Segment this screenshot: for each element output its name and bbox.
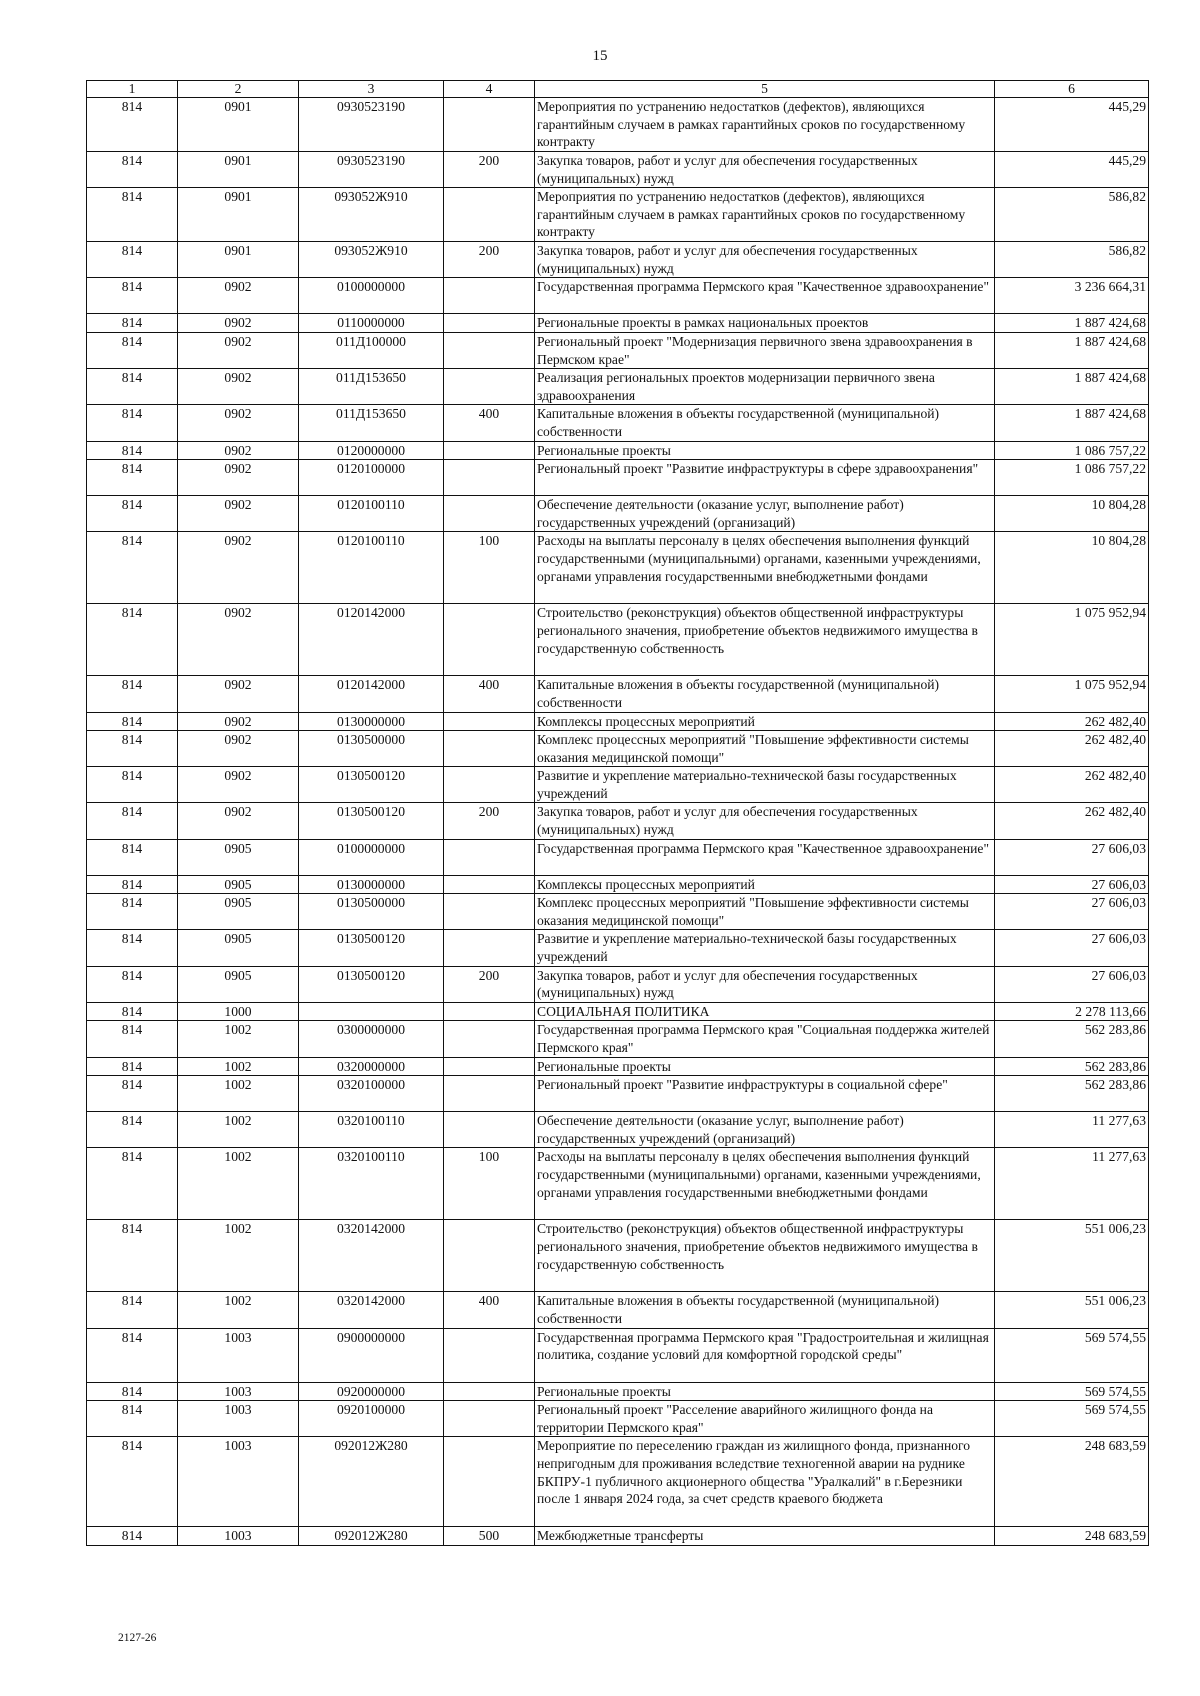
cell-amount: 27 606,03 <box>995 839 1149 875</box>
table-row <box>87 1148 1149 1220</box>
cell-description: Комплексы процессных мероприятий <box>535 875 995 894</box>
cell-target-article: 0320142000 <box>299 1292 444 1328</box>
cell-target-article: 0120100110 <box>299 496 444 532</box>
cell-chapter-code: 814 <box>87 152 178 188</box>
cell-target-article: 0100000000 <box>299 278 444 314</box>
cell-description: Государственная программа Пермского края "Социальная поддержка жителей Пермского края" <box>535 1021 995 1057</box>
cell-description: Межбюджетные трансферты <box>535 1527 995 1546</box>
cell-amount: 10 804,28 <box>995 532 1149 604</box>
cell-chapter-code: 814 <box>87 676 178 712</box>
cell-target-article: 0130500000 <box>299 731 444 767</box>
cell-target-article: 0930523190 <box>299 98 444 152</box>
cell-amount: 3 236 664,31 <box>995 278 1149 314</box>
cell-target-article <box>299 1002 444 1021</box>
column-header-2: 2 <box>178 81 299 98</box>
cell-chapter-code: 814 <box>87 98 178 152</box>
table-row <box>87 875 1149 894</box>
budget-table <box>86 80 1149 1546</box>
cell-target-article: 0130000000 <box>299 712 444 731</box>
cell-amount: 586,82 <box>995 188 1149 242</box>
cell-section-code: 1000 <box>178 1002 299 1021</box>
cell-chapter-code: 814 <box>87 803 178 839</box>
cell-target-article: 0120100110 <box>299 532 444 604</box>
table-row <box>87 98 1149 152</box>
cell-section-code: 0905 <box>178 839 299 875</box>
cell-amount: 248 683,59 <box>995 1527 1149 1546</box>
table-row <box>87 604 1149 676</box>
page-number: 15 <box>592 48 608 64</box>
cell-section-code: 1002 <box>178 1057 299 1076</box>
cell-expense-type <box>444 894 535 930</box>
cell-amount: 1 887 424,68 <box>995 314 1149 333</box>
cell-amount: 1 887 424,68 <box>995 369 1149 405</box>
table-row <box>87 441 1149 460</box>
cell-expense-type <box>444 839 535 875</box>
cell-target-article: 011Д153650 <box>299 369 444 405</box>
cell-description: СОЦИАЛЬНАЯ ПОЛИТИКА <box>535 1002 995 1021</box>
cell-description: Комплекс процессных мероприятий "Повышение эффективности системы оказания медицинской помощи" <box>535 731 995 767</box>
table-row <box>87 803 1149 839</box>
cell-section-code: 0902 <box>178 532 299 604</box>
table-row <box>87 460 1149 496</box>
table-row <box>87 242 1149 278</box>
table-row <box>87 1021 1149 1057</box>
cell-amount: 1 086 757,22 <box>995 441 1149 460</box>
cell-expense-type <box>444 1401 535 1437</box>
cell-description: Государственная программа Пермского края "Качественное здравоохранение" <box>535 278 995 314</box>
cell-description: Мероприятия по устранению недостатков (дефектов), являющихся гарантийным случаем в рамках гарантийных сроков по государственному контракту <box>535 188 995 242</box>
cell-section-code: 1002 <box>178 1076 299 1112</box>
cell-expense-type <box>444 332 535 368</box>
cell-section-code: 0902 <box>178 460 299 496</box>
column-header-6: 6 <box>995 81 1149 98</box>
cell-section-code: 0901 <box>178 152 299 188</box>
cell-expense-type <box>444 875 535 894</box>
cell-section-code: 0902 <box>178 676 299 712</box>
table-row <box>87 1292 1149 1328</box>
cell-section-code: 0905 <box>178 930 299 966</box>
cell-amount: 586,82 <box>995 242 1149 278</box>
cell-section-code: 0902 <box>178 441 299 460</box>
cell-target-article: 0300000000 <box>299 1021 444 1057</box>
cell-amount: 262 482,40 <box>995 767 1149 803</box>
cell-expense-type: 100 <box>444 532 535 604</box>
document-code: 2127-26 <box>118 1632 157 1644</box>
cell-amount: 1 075 952,94 <box>995 676 1149 712</box>
cell-chapter-code: 814 <box>87 731 178 767</box>
cell-expense-type: 500 <box>444 1527 535 1546</box>
cell-amount: 1 086 757,22 <box>995 460 1149 496</box>
cell-expense-type <box>444 1328 535 1382</box>
cell-description: Закупка товаров, работ и услуг для обеспечения государственных (муниципальных) нужд <box>535 242 995 278</box>
cell-amount: 445,29 <box>995 152 1149 188</box>
cell-expense-type <box>444 460 535 496</box>
cell-amount: 262 482,40 <box>995 803 1149 839</box>
cell-description: Реализация региональных проектов модернизации первичного звена здравоохранения <box>535 369 995 405</box>
cell-target-article: 0120142000 <box>299 604 444 676</box>
cell-expense-type <box>444 731 535 767</box>
cell-amount: 262 482,40 <box>995 712 1149 731</box>
cell-description: Региональный проект "Развитие инфраструктуры в сфере здравоохранения" <box>535 460 995 496</box>
column-header-4: 4 <box>444 81 535 98</box>
table-row <box>87 314 1149 333</box>
cell-expense-type <box>444 712 535 731</box>
cell-description: Региональный проект "Расселение аварийного жилищного фонда на территории Пермского края" <box>535 1401 995 1437</box>
cell-section-code: 1002 <box>178 1021 299 1057</box>
table-row <box>87 767 1149 803</box>
cell-target-article: 011Д153650 <box>299 405 444 441</box>
cell-target-article: 092012Ж280 <box>299 1437 444 1527</box>
cell-expense-type: 200 <box>444 242 535 278</box>
table-row <box>87 731 1149 767</box>
cell-target-article: 0130500000 <box>299 894 444 930</box>
cell-target-article: 0900000000 <box>299 1328 444 1382</box>
cell-expense-type <box>444 1437 535 1527</box>
cell-section-code: 0905 <box>178 875 299 894</box>
cell-description: Мероприятия по устранению недостатков (дефектов), являющихся гарантийным случаем в рамках гарантийных сроков по государственному контракту <box>535 98 995 152</box>
cell-chapter-code: 814 <box>87 839 178 875</box>
cell-chapter-code: 814 <box>87 188 178 242</box>
table-row <box>87 930 1149 966</box>
table-row <box>87 152 1149 188</box>
cell-expense-type <box>444 369 535 405</box>
cell-amount: 569 574,55 <box>995 1401 1149 1437</box>
cell-description: Региональный проект "Развитие инфраструктуры в социальной сфере" <box>535 1076 995 1112</box>
cell-chapter-code: 814 <box>87 1076 178 1112</box>
cell-amount: 27 606,03 <box>995 966 1149 1002</box>
cell-amount: 551 006,23 <box>995 1220 1149 1292</box>
cell-section-code: 0901 <box>178 242 299 278</box>
table-row <box>87 1220 1149 1292</box>
cell-expense-type <box>444 1057 535 1076</box>
cell-expense-type <box>444 767 535 803</box>
table-row <box>87 1057 1149 1076</box>
table-row <box>87 278 1149 314</box>
cell-amount: 2 278 113,66 <box>995 1002 1149 1021</box>
cell-amount: 27 606,03 <box>995 930 1149 966</box>
cell-target-article: 0120000000 <box>299 441 444 460</box>
cell-description: Развитие и укрепление материально-технической базы государственных учреждений <box>535 930 995 966</box>
cell-amount: 562 283,86 <box>995 1057 1149 1076</box>
cell-description: Расходы на выплаты персоналу в целях обеспечения выполнения функций государственными (муниципальными) органами, казенными учреждениями, органами управления государственными внебюджетными фондами <box>535 532 995 604</box>
column-header-1: 1 <box>87 81 178 98</box>
cell-target-article: 0320100110 <box>299 1148 444 1220</box>
cell-description: Региональные проекты <box>535 441 995 460</box>
cell-amount: 1 075 952,94 <box>995 604 1149 676</box>
cell-chapter-code: 814 <box>87 894 178 930</box>
cell-expense-type <box>444 1382 535 1401</box>
cell-section-code: 1003 <box>178 1437 299 1527</box>
cell-expense-type <box>444 496 535 532</box>
cell-amount: 27 606,03 <box>995 894 1149 930</box>
table-row <box>87 188 1149 242</box>
cell-section-code: 1003 <box>178 1401 299 1437</box>
table-row <box>87 676 1149 712</box>
cell-target-article: 0120142000 <box>299 676 444 712</box>
cell-expense-type: 200 <box>444 966 535 1002</box>
cell-description: Капитальные вложения в объекты государственной (муниципальной) собственности <box>535 1292 995 1328</box>
cell-section-code: 0902 <box>178 496 299 532</box>
cell-section-code: 0905 <box>178 966 299 1002</box>
cell-expense-type <box>444 604 535 676</box>
cell-expense-type <box>444 278 535 314</box>
cell-amount: 27 606,03 <box>995 875 1149 894</box>
cell-section-code: 0905 <box>178 894 299 930</box>
cell-description: Закупка товаров, работ и услуг для обеспечения государственных (муниципальных) нужд <box>535 966 995 1002</box>
cell-chapter-code: 814 <box>87 1021 178 1057</box>
cell-chapter-code: 814 <box>87 966 178 1002</box>
cell-chapter-code: 814 <box>87 1292 178 1328</box>
cell-chapter-code: 814 <box>87 1401 178 1437</box>
cell-description: Мероприятие по переселению граждан из жилищного фонда, признанного непригодным для проживания вследствие техногенной аварии на руднике БКПРУ-1 публичного акционерного общества "Уралкалий" в г.Березники после 1 января 2024 года, за счет средств краевого бюджета <box>535 1437 995 1527</box>
cell-target-article: 0100000000 <box>299 839 444 875</box>
table-row <box>87 712 1149 731</box>
table-row <box>87 966 1149 1002</box>
table-row <box>87 1382 1149 1401</box>
cell-chapter-code: 814 <box>87 875 178 894</box>
cell-amount: 1 887 424,68 <box>995 332 1149 368</box>
cell-chapter-code: 814 <box>87 930 178 966</box>
cell-amount: 11 277,63 <box>995 1112 1149 1148</box>
cell-target-article: 0130500120 <box>299 767 444 803</box>
cell-chapter-code: 814 <box>87 767 178 803</box>
cell-target-article: 0110000000 <box>299 314 444 333</box>
table-row <box>87 1527 1149 1546</box>
cell-expense-type <box>444 188 535 242</box>
cell-description: Развитие и укрепление материально-технической базы государственных учреждений <box>535 767 995 803</box>
cell-amount: 569 574,55 <box>995 1382 1149 1401</box>
cell-chapter-code: 814 <box>87 712 178 731</box>
cell-expense-type: 400 <box>444 676 535 712</box>
cell-target-article: 0320000000 <box>299 1057 444 1076</box>
cell-expense-type: 400 <box>444 405 535 441</box>
cell-chapter-code: 814 <box>87 1328 178 1382</box>
table-body <box>87 98 1149 1546</box>
cell-description: Обеспечение деятельности (оказание услуг, выполнение работ) государственных учреждений (организаций) <box>535 496 995 532</box>
cell-expense-type <box>444 98 535 152</box>
cell-section-code: 0902 <box>178 369 299 405</box>
table-row <box>87 1328 1149 1382</box>
cell-section-code: 0902 <box>178 712 299 731</box>
cell-expense-type <box>444 930 535 966</box>
cell-expense-type <box>444 1002 535 1021</box>
cell-expense-type <box>444 314 535 333</box>
cell-chapter-code: 814 <box>87 314 178 333</box>
cell-target-article: 093052Ж910 <box>299 188 444 242</box>
cell-target-article: 0920100000 <box>299 1401 444 1437</box>
cell-section-code: 1003 <box>178 1382 299 1401</box>
cell-amount: 11 277,63 <box>995 1148 1149 1220</box>
cell-chapter-code: 814 <box>87 441 178 460</box>
cell-target-article: 0120100000 <box>299 460 444 496</box>
cell-section-code: 0902 <box>178 731 299 767</box>
cell-section-code: 1003 <box>178 1527 299 1546</box>
cell-section-code: 0902 <box>178 803 299 839</box>
cell-target-article: 0130500120 <box>299 966 444 1002</box>
cell-target-article: 0920000000 <box>299 1382 444 1401</box>
cell-chapter-code: 814 <box>87 1220 178 1292</box>
cell-target-article: 0130500120 <box>299 930 444 966</box>
column-header-3: 3 <box>299 81 444 98</box>
cell-target-article: 0130000000 <box>299 875 444 894</box>
cell-expense-type <box>444 1021 535 1057</box>
cell-description: Комплексы процессных мероприятий <box>535 712 995 731</box>
cell-chapter-code: 814 <box>87 1057 178 1076</box>
cell-description: Расходы на выплаты персоналу в целях обеспечения выполнения функций государственными (муниципальными) органами, казенными учреждениями, органами управления государственными внебюджетными фондами <box>535 1148 995 1220</box>
cell-section-code: 0902 <box>178 314 299 333</box>
cell-description: Капитальные вложения в объекты государственной (муниципальной) собственности <box>535 676 995 712</box>
cell-expense-type <box>444 441 535 460</box>
cell-amount: 551 006,23 <box>995 1292 1149 1328</box>
cell-chapter-code: 814 <box>87 369 178 405</box>
table-row <box>87 1076 1149 1112</box>
table-row <box>87 839 1149 875</box>
table-row <box>87 405 1149 441</box>
cell-section-code: 0902 <box>178 405 299 441</box>
column-header-5: 5 <box>535 81 995 98</box>
cell-section-code: 1002 <box>178 1112 299 1148</box>
cell-chapter-code: 814 <box>87 1002 178 1021</box>
cell-chapter-code: 814 <box>87 604 178 676</box>
cell-chapter-code: 814 <box>87 278 178 314</box>
cell-section-code: 0902 <box>178 767 299 803</box>
cell-amount: 262 482,40 <box>995 731 1149 767</box>
cell-chapter-code: 814 <box>87 332 178 368</box>
cell-expense-type <box>444 1220 535 1292</box>
cell-target-article: 0320142000 <box>299 1220 444 1292</box>
cell-chapter-code: 814 <box>87 1527 178 1546</box>
cell-section-code: 0902 <box>178 278 299 314</box>
cell-description: Региональные проекты в рамках национальных проектов <box>535 314 995 333</box>
cell-amount: 1 887 424,68 <box>995 405 1149 441</box>
cell-target-article: 0130500120 <box>299 803 444 839</box>
cell-expense-type: 200 <box>444 803 535 839</box>
cell-section-code: 0901 <box>178 188 299 242</box>
cell-section-code: 1002 <box>178 1292 299 1328</box>
cell-expense-type: 100 <box>444 1148 535 1220</box>
cell-section-code: 1002 <box>178 1148 299 1220</box>
cell-description: Региональные проекты <box>535 1057 995 1076</box>
table-row <box>87 1401 1149 1437</box>
cell-chapter-code: 814 <box>87 460 178 496</box>
cell-target-article: 093052Ж910 <box>299 242 444 278</box>
cell-description: Капитальные вложения в объекты государственной (муниципальной) собственности <box>535 405 995 441</box>
cell-description: Региональный проект "Модернизация первичного звена здравоохранения в Пермском крае" <box>535 332 995 368</box>
cell-target-article: 0320100000 <box>299 1076 444 1112</box>
cell-chapter-code: 814 <box>87 405 178 441</box>
cell-chapter-code: 814 <box>87 532 178 604</box>
cell-amount: 10 804,28 <box>995 496 1149 532</box>
cell-chapter-code: 814 <box>87 1112 178 1148</box>
cell-amount: 562 283,86 <box>995 1076 1149 1112</box>
cell-amount: 445,29 <box>995 98 1149 152</box>
cell-chapter-code: 814 <box>87 1148 178 1220</box>
cell-chapter-code: 814 <box>87 242 178 278</box>
table-header-row <box>87 81 1149 98</box>
cell-expense-type: 200 <box>444 152 535 188</box>
table-row <box>87 496 1149 532</box>
cell-description: Строительство (реконструкция) объектов общественной инфраструктуры регионального значения, приобретение объектов недвижимого имущества в государственную собственность <box>535 1220 995 1292</box>
cell-chapter-code: 814 <box>87 1382 178 1401</box>
cell-target-article: 0930523190 <box>299 152 444 188</box>
cell-expense-type <box>444 1112 535 1148</box>
table-row <box>87 1437 1149 1527</box>
cell-expense-type: 400 <box>444 1292 535 1328</box>
table-row <box>87 369 1149 405</box>
cell-description: Государственная программа Пермского края "Качественное здравоохранение" <box>535 839 995 875</box>
cell-target-article: 0320100110 <box>299 1112 444 1148</box>
cell-amount: 562 283,86 <box>995 1021 1149 1057</box>
table-row <box>87 332 1149 368</box>
cell-chapter-code: 814 <box>87 1437 178 1527</box>
cell-section-code: 1003 <box>178 1328 299 1382</box>
cell-target-article: 011Д100000 <box>299 332 444 368</box>
cell-amount: 569 574,55 <box>995 1328 1149 1382</box>
cell-description: Строительство (реконструкция) объектов общественной инфраструктуры регионального значения, приобретение объектов недвижимого имущества в государственную собственность <box>535 604 995 676</box>
cell-section-code: 0902 <box>178 332 299 368</box>
cell-description: Комплекс процессных мероприятий "Повышение эффективности системы оказания медицинской помощи" <box>535 894 995 930</box>
cell-target-article: 092012Ж280 <box>299 1527 444 1546</box>
cell-amount: 248 683,59 <box>995 1437 1149 1527</box>
table-row <box>87 894 1149 930</box>
table-row <box>87 1112 1149 1148</box>
cell-description: Закупка товаров, работ и услуг для обеспечения государственных (муниципальных) нужд <box>535 152 995 188</box>
cell-chapter-code: 814 <box>87 496 178 532</box>
cell-description: Обеспечение деятельности (оказание услуг, выполнение работ) государственных учреждений (организаций) <box>535 1112 995 1148</box>
table-row <box>87 532 1149 604</box>
cell-section-code: 0901 <box>178 98 299 152</box>
cell-description: Закупка товаров, работ и услуг для обеспечения государственных (муниципальных) нужд <box>535 803 995 839</box>
cell-description: Государственная программа Пермского края "Градостроительная и жилищная политика, создание условий для комфортной городской среды" <box>535 1328 995 1382</box>
cell-description: Региональные проекты <box>535 1382 995 1401</box>
cell-section-code: 0902 <box>178 604 299 676</box>
cell-expense-type <box>444 1076 535 1112</box>
cell-section-code: 1002 <box>178 1220 299 1292</box>
table-row <box>87 1002 1149 1021</box>
